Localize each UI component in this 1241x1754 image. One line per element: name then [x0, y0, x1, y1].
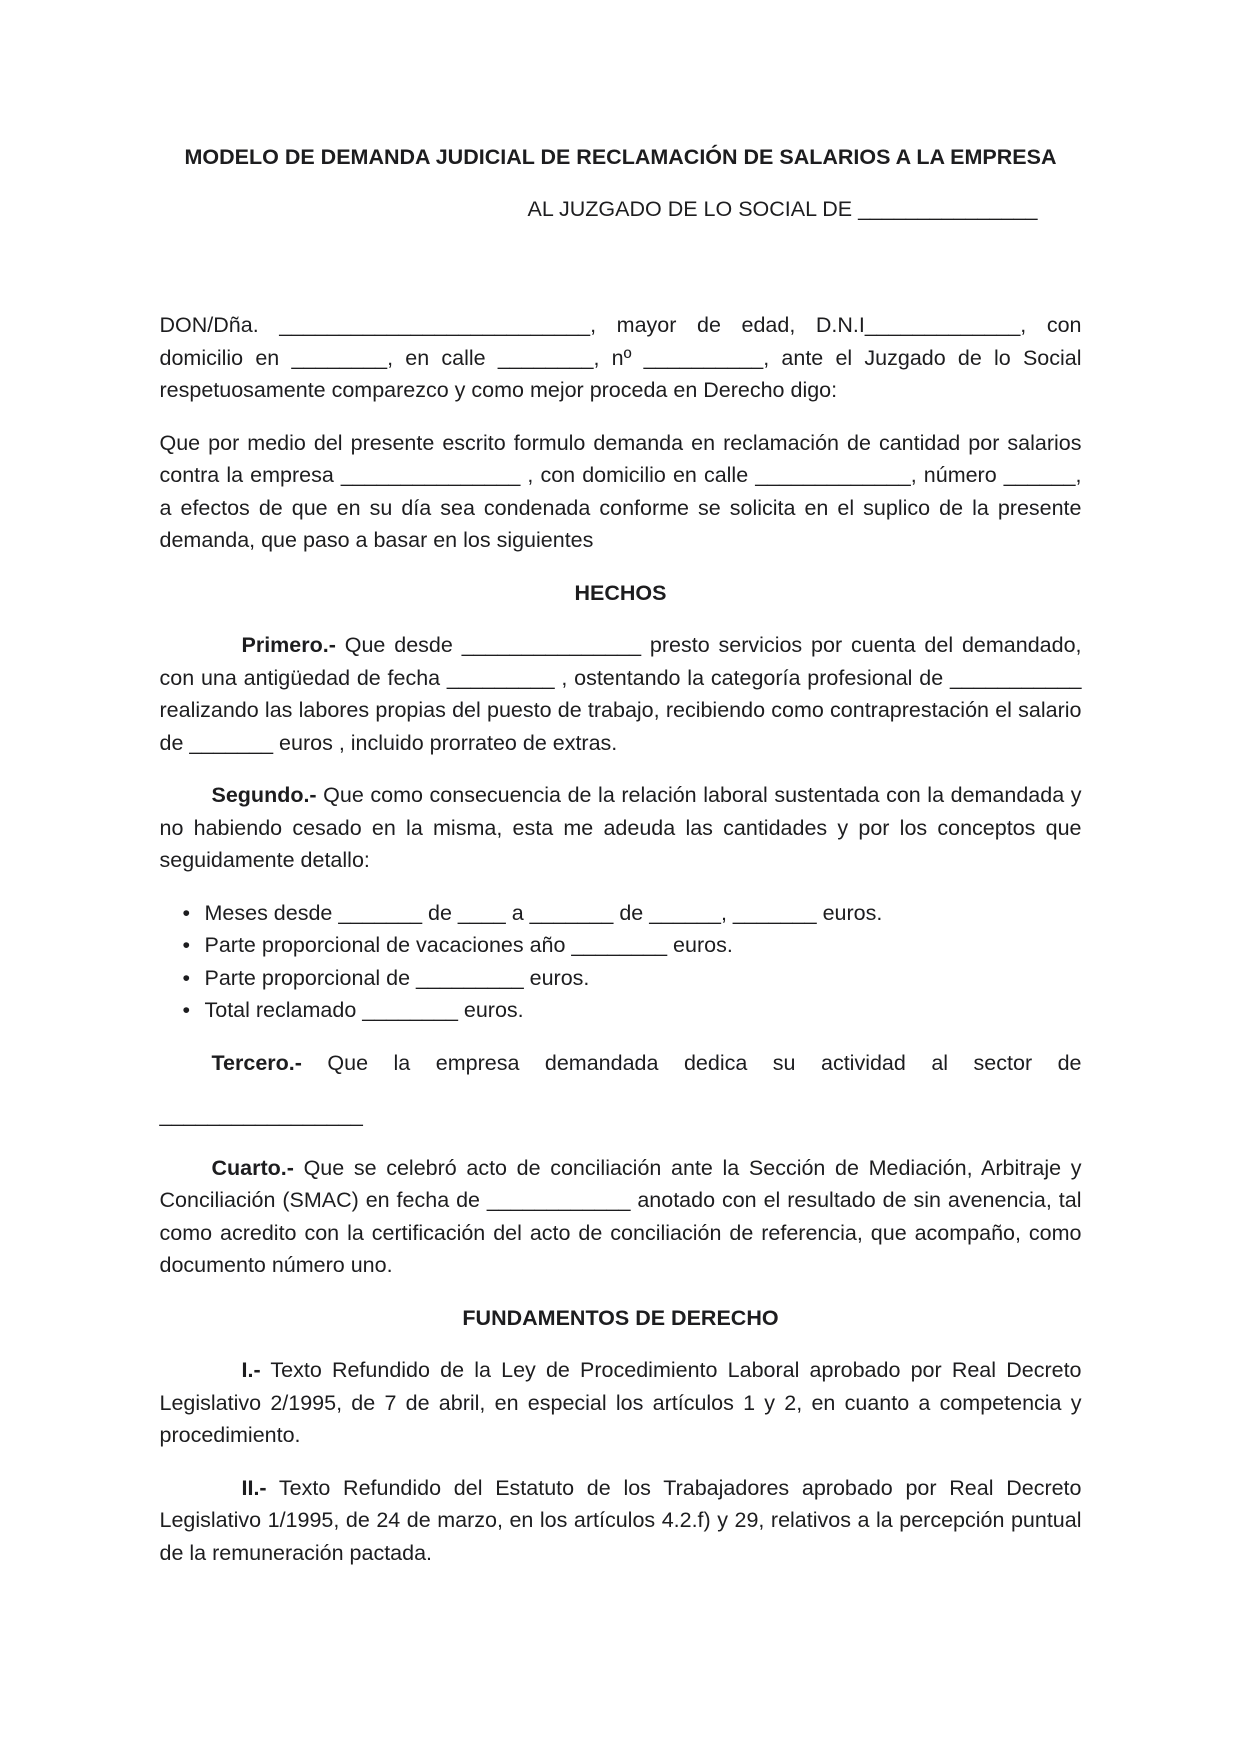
section-heading-hechos: HECHOS — [574, 580, 667, 605]
fact-tercero-lead: Tercero.- — [211, 1050, 302, 1075]
fact-primero-lead: Primero.- — [241, 633, 336, 657]
fact-cuarto-lead: Cuarto.- — [211, 1155, 294, 1180]
fundamento-1-paragraph — [160, 1354, 1082, 1452]
fact-tercero-blank: _________________ — [159, 1103, 363, 1127]
fact-segundo-body: Que como consecuencia de la relación laboral sustentada con la demandada y no habiendo cesado en la misma, esta me adeuda las cantidades y por los conceptos que seguidamente detallo: — [159, 783, 1082, 872]
fundamento-1-body: Texto Refundido de la Ley de Procedimiento Laboral aprobado por Real Decreto Legislativo 2/1995, de 7 de abril, en especial los artículos 1 y 2, en cuanto a competencia y procedimiento. — [159, 1358, 1082, 1447]
list-item: • Parte proporcional de _________ euros. — [160, 962, 1082, 995]
list-item: • Meses desde _______ de ____ a _______ de ______, _______ euros. — [160, 897, 1082, 930]
intro-appearance-paragraph: DON/Dña. __________________________, mayor de edad, D.N.I_____________, con domicilio en ________, en calle ________, nº __________, ante el Juzgado de lo Social respetuosamente comparezco y como mejor proceda en Derecho digo: — [159, 313, 1082, 402]
claims-list — [160, 897, 1082, 1027]
fact-primero-paragraph — [160, 629, 1082, 759]
fact-cuarto-paragraph — [160, 1152, 1082, 1282]
list-item: • Total reclamado ________ euros. — [160, 994, 1082, 1027]
section-heading-fundamentos: FUNDAMENTOS DE DERECHO — [462, 1305, 779, 1330]
intro-claim-paragraph: Que por medio del presente escrito formulo demanda en reclamación de cantidad por salarios contra la empresa _______________ , con domicilio en calle _____________, número ______, a efectos de que en su día sea condenada conforme se solicita en el suplico de la presente demanda, que paso a basar en los siguientes — [159, 430, 1082, 552]
fact-tercero-body: Que la empresa demandada dedica su actividad al sector de — [301, 1050, 1082, 1075]
fact-cuarto-body: Que se celebró acto de conciliación ante la Sección de Mediación, Arbitraje y Conciliación (SMAC) en fecha de ____________ anotado con el resultado de sin avenencia, tal como acredito con la certificación del acto de conciliación de referencia, que acompaño, como documento número uno. — [159, 1155, 1082, 1277]
court-heading: AL JUZGADO DE LO SOCIAL DE _______________ — [527, 196, 1038, 221]
list-item: • Parte proporcional de vacaciones año ________ euros. — [160, 929, 1082, 962]
fundamento-2-paragraph — [160, 1472, 1082, 1570]
fact-tercero-paragraph — [160, 1047, 1082, 1080]
page-content — [160, 0, 1082, 1569]
fundamento-2-lead: II.- — [241, 1475, 267, 1500]
fact-segundo-paragraph — [160, 779, 1082, 877]
document-title: MODELO DE DEMANDA JUDICIAL DE RECLAMACIÓN DE SALARIOS A LA EMPRESA — [184, 145, 1057, 169]
fundamento-1-lead: I.- — [241, 1358, 261, 1382]
fact-primero-body: Que desde _______________ presto servicios por cuenta del demandado, con una antigüedad de fecha _________ , ostentando la categoría profesional de ___________ realizando las labores propias del puesto de trabajo, recibiendo como contraprestación el salario de _______ euros , incluido prorrateo de extras. — [159, 633, 1082, 755]
fact-segundo-lead: Segundo.- — [211, 783, 317, 807]
fundamento-2-body: Texto Refundido del Estatuto de los Trabajadores aprobado por Real Decreto Legislativo 1/1995, de 24 de marzo, en los artículos 4.2.f) y 29, relativos a la percepción puntual de la remuneración pactada. — [159, 1475, 1082, 1565]
